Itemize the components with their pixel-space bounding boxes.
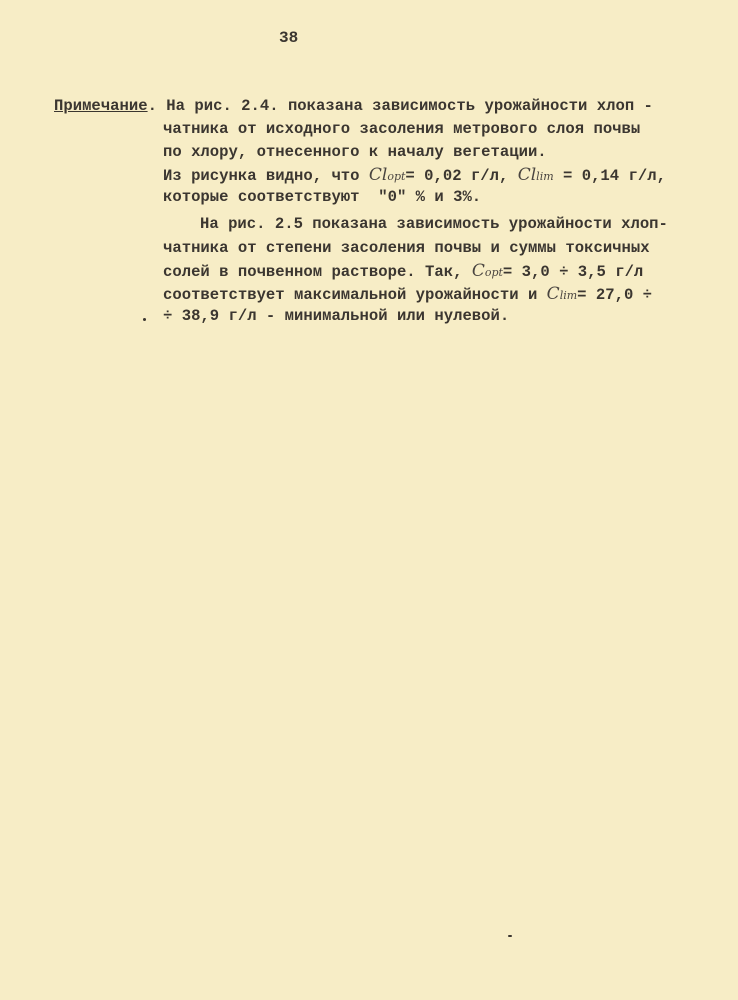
subscript: lim: [559, 289, 578, 302]
subscript: opt: [387, 170, 406, 183]
page-number: 38: [279, 29, 299, 47]
note-line-5: которые соответствуют "0" % и 3%.: [163, 188, 482, 206]
handwritten-symbol: [369, 165, 406, 185]
symbol: Cl: [517, 165, 537, 185]
para2-line-5: ÷ 38,9 г/л - минимальной или нулевой.: [163, 307, 510, 325]
note-line-3: по хлору, отнесенного к началу вегетации.: [163, 143, 547, 161]
ink-speck: [508, 935, 512, 937]
text: = 27,0 ÷: [577, 286, 653, 304]
note-label: Примечание: [54, 97, 148, 115]
text: = 0,02 г/л,: [405, 167, 518, 185]
note-line-4: [163, 166, 666, 186]
text: солей в почвенном растворе. Так,: [163, 263, 472, 281]
para2-line-3: [163, 262, 643, 282]
symbol: C: [546, 284, 560, 304]
text: = 3,0 ÷ 3,5 г/л: [502, 263, 644, 281]
text: = 0,14 г/л,: [553, 167, 666, 185]
text: . На рис. 2.4. показана зависимость урожайности хлоп -: [147, 97, 653, 115]
para2-line-2: чатника от степени засоления почвы и суммы токсичных: [163, 239, 650, 257]
para2-line-4: [163, 285, 652, 305]
ink-speck: [143, 318, 146, 321]
subscript: opt: [484, 266, 503, 279]
text: Из рисунка видно, что: [163, 167, 369, 185]
note-line-2: чатника от исходного засоления метрового слоя почвы: [163, 120, 641, 138]
symbol: C: [471, 261, 485, 281]
symbol: Cl: [368, 165, 388, 185]
note-line-1: [54, 97, 653, 115]
text: соответствует максимальной урожайности и: [163, 286, 547, 304]
handwritten-symbol: [547, 284, 577, 304]
para2-line-1: На рис. 2.5 показана зависимость урожайности хлоп-: [200, 215, 668, 233]
subscript: lim: [536, 170, 554, 183]
handwritten-symbol: [518, 165, 554, 185]
handwritten-symbol: [472, 261, 503, 281]
